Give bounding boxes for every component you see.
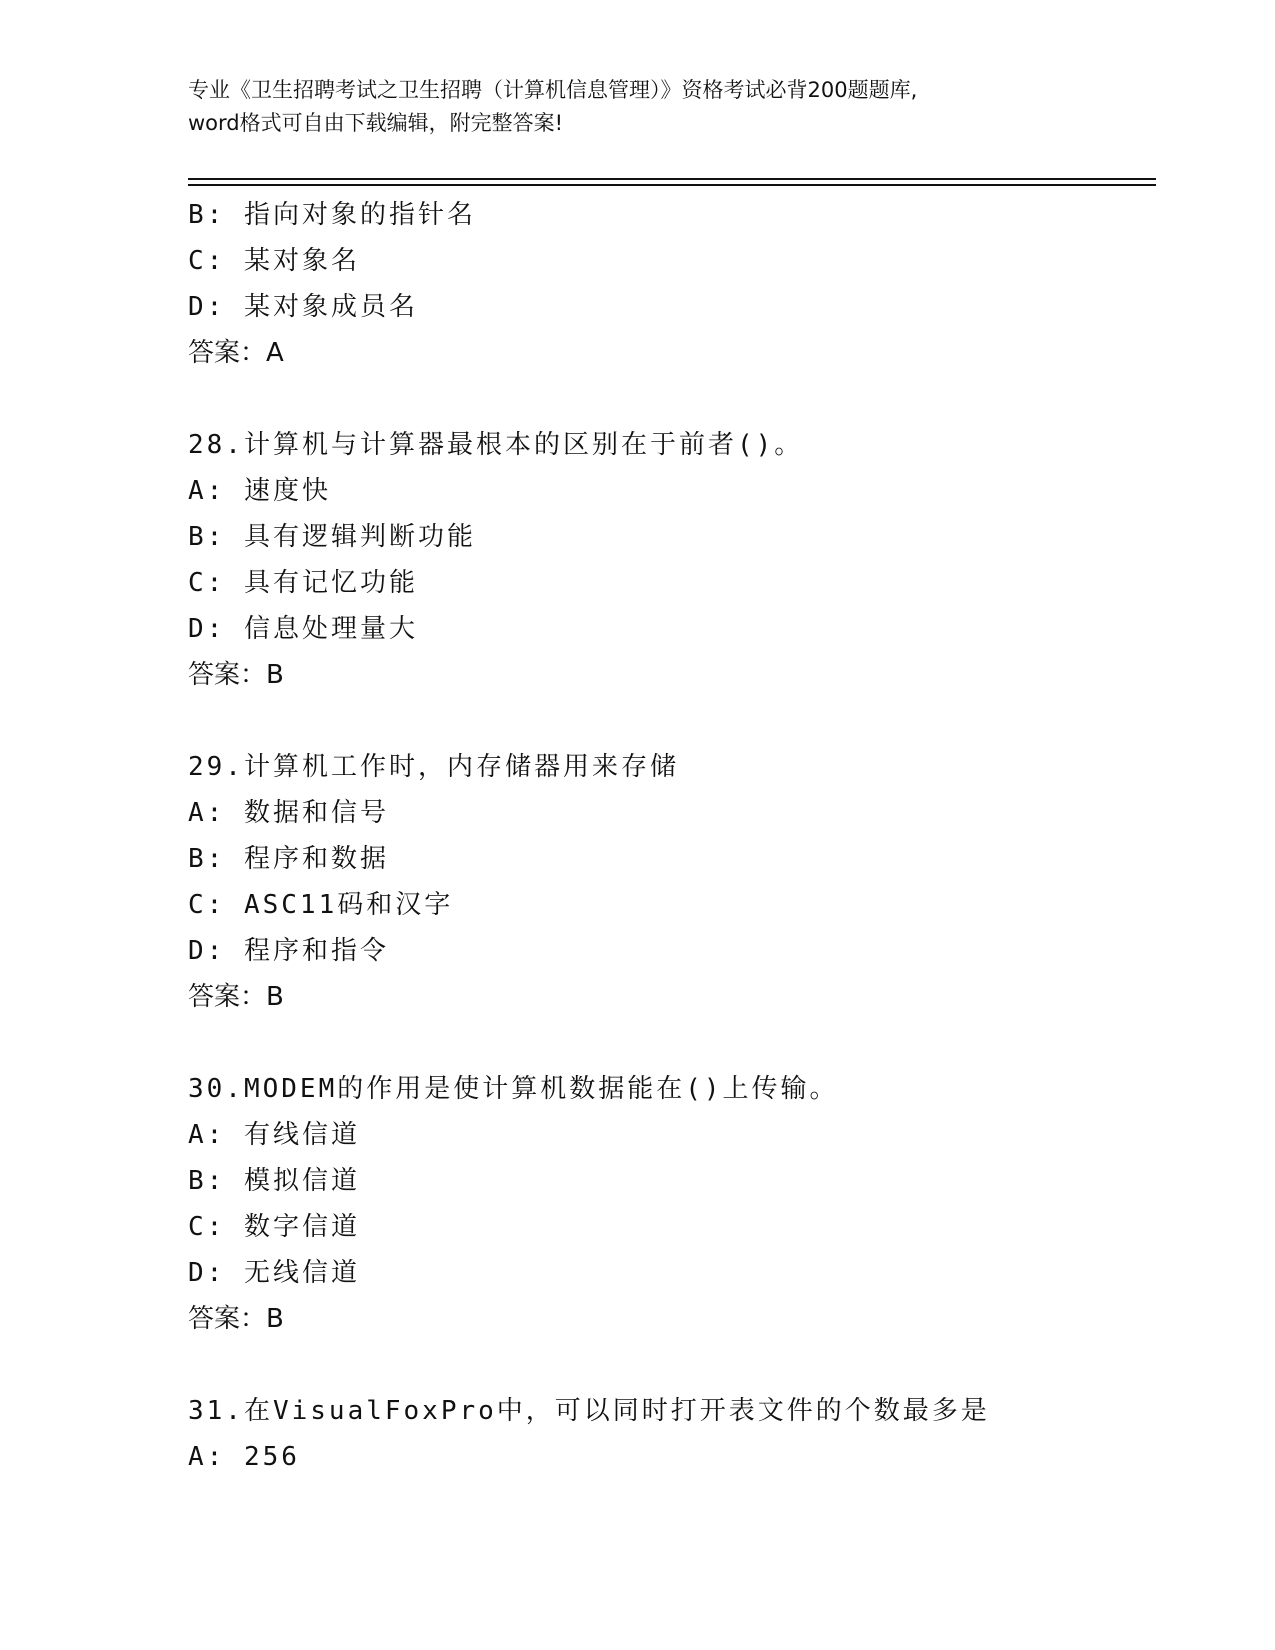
header-divider-bottom [188,184,1156,186]
header-line-1: 专业《卫生招聘考试之卫生招聘（计算机信息管理）》资格考试必背200题题库, [188,78,918,102]
option-d: D: 信息处理量大 [188,614,418,644]
question-stem: 29.计算机工作时，内存储器用来存储 [188,752,679,782]
question-stem: 31.在VisualFoxPro中，可以同时打开表文件的个数最多是 [188,1396,990,1426]
spacer [188,376,1148,422]
option-d: D: 程序和指令 [188,936,389,966]
answer-line: 答案：A [188,338,284,368]
header-divider-top [188,178,1156,180]
question-list [188,192,1148,1480]
option-b: B: 模拟信道 [188,1166,360,1196]
option-b: B: 程序和数据 [188,844,389,874]
option-a: A: 速度快 [188,476,331,506]
spacer [188,698,1148,744]
spacer [188,1020,1148,1066]
option-c: C: 某对象名 [188,246,360,276]
header-line-2: word格式可自由下载编辑，附完整答案! [188,111,564,135]
document-header [188,74,1088,140]
question-stem: 28.计算机与计算器最根本的区别在于前者()。 [188,430,804,460]
option-d: D: 无线信道 [188,1258,360,1288]
answer-line: 答案：B [188,660,284,690]
option-a: A: 有线信道 [188,1120,360,1150]
option-b: B: 具有逻辑判断功能 [188,522,476,552]
option-a: A: 数据和信号 [188,798,389,828]
option-d: D: 某对象成员名 [188,292,418,322]
option-a: A: 256 [188,1442,300,1472]
option-c: C: ASC11码和汉字 [188,890,454,920]
option-c: C: 具有记忆功能 [188,568,418,598]
option-c: C: 数字信道 [188,1212,360,1242]
question-block-30 [188,1066,1148,1342]
answer-line: 答案：B [188,1304,284,1334]
spacer [188,1342,1148,1388]
question-stem: 30.MODEM的作用是使计算机数据能在()上传输。 [188,1074,839,1104]
option-b: B: 指向对象的指针名 [188,200,476,230]
question-block-29 [188,744,1148,1020]
question-block-31 [188,1388,1148,1480]
answer-line: 答案：B [188,982,284,1012]
question-block-27 [188,192,1148,376]
question-block-28 [188,422,1148,698]
